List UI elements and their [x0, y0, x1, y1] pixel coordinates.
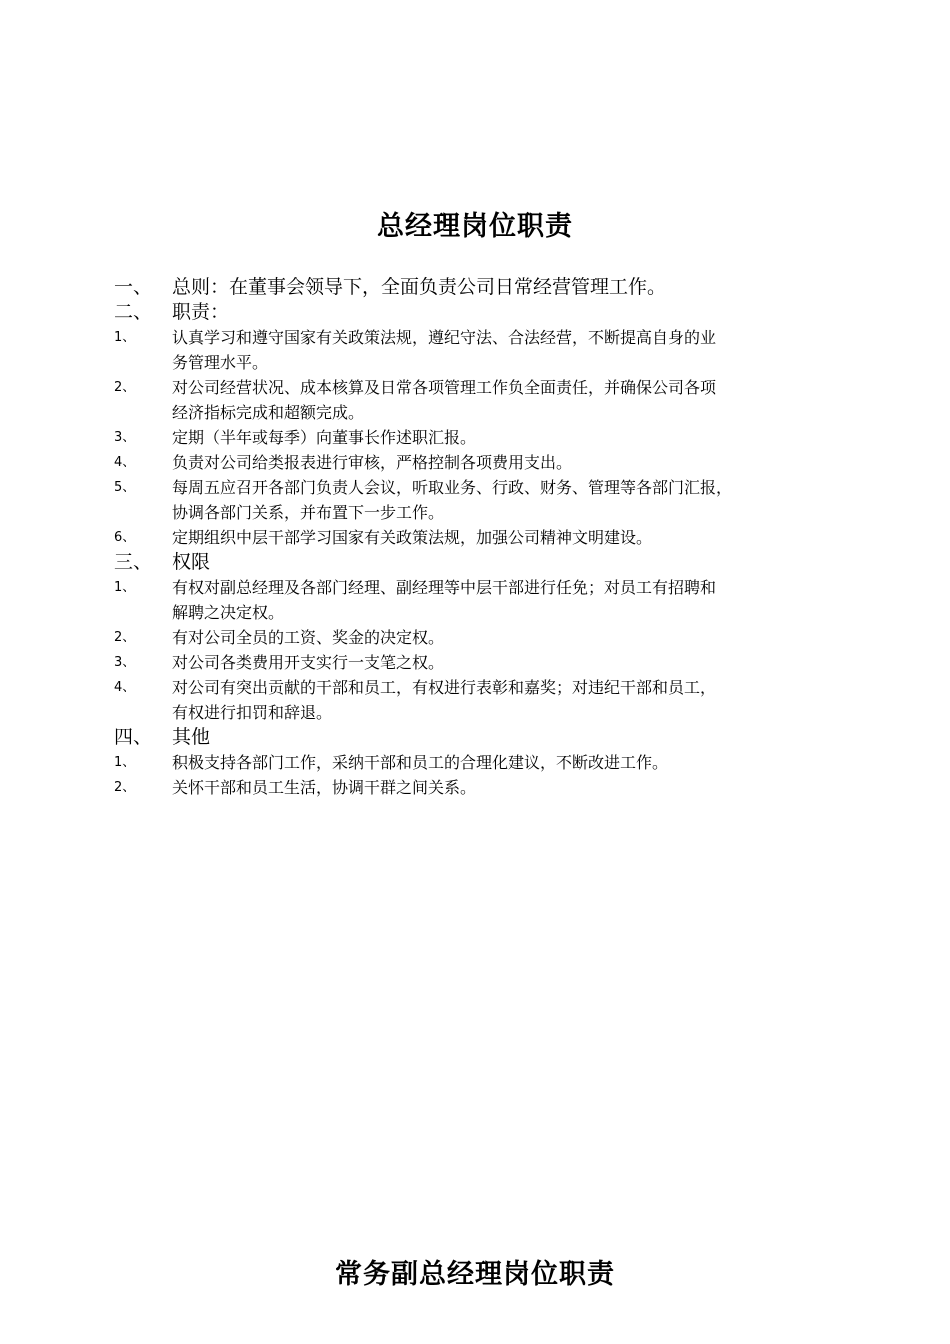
list-item	[114, 450, 854, 475]
item-line: 有权对副总经理及各部门经理、副经理等中层干部进行任免；对员工有招聘和	[172, 578, 717, 597]
section-heading	[114, 725, 854, 750]
next-page-title: 常务副总经理岗位职责	[335, 1259, 615, 1290]
list-item	[114, 475, 854, 525]
list-item	[114, 375, 854, 425]
item-text	[172, 425, 854, 450]
item-line: 定期组织中层干部学习国家有关政策法规，加强公司精神文明建设。	[172, 528, 653, 547]
list-item	[114, 575, 854, 625]
list-item	[114, 750, 854, 775]
item-number: 4、	[114, 455, 136, 470]
section-heading	[114, 550, 854, 575]
item-text	[172, 325, 854, 375]
item-number: 1、	[114, 330, 136, 345]
section-heading-text: 权限	[172, 551, 211, 573]
list-item	[114, 675, 854, 725]
section-heading-text: 其他	[172, 726, 211, 748]
item-line: 对公司有突出贡献的干部和员工，有权进行表彰和嘉奖；对违纪干部和员工，	[172, 678, 717, 697]
item-number: 2、	[114, 630, 136, 645]
item-line: 定期（半年或每季）向董事长作述职汇报。	[172, 428, 477, 447]
item-text	[172, 450, 854, 475]
item-line: 经济指标完成和超额完成。	[172, 403, 365, 422]
item-line: 关怀干部和员工生活，协调干群之间关系。	[172, 778, 477, 797]
list-item	[114, 325, 854, 375]
document-body	[114, 275, 854, 800]
item-number: 6、	[114, 530, 136, 545]
item-number: 1、	[114, 755, 136, 770]
item-line: 解聘之决定权。	[172, 603, 285, 622]
item-number: 3、	[114, 430, 136, 445]
item-number: 1、	[114, 580, 136, 595]
item-line: 对公司各类费用开支实行一支笔之权。	[172, 653, 445, 672]
item-line: 有对公司全员的工资、奖金的决定权。	[172, 628, 445, 647]
section-number: 三、	[114, 551, 153, 573]
section-heading	[114, 275, 854, 300]
item-number: 3、	[114, 655, 136, 670]
list-item	[114, 650, 854, 675]
item-line: 认真学习和遵守国家有关政策法规，遵纪守法、合法经营，不断提高自身的业	[172, 328, 717, 347]
item-line: 有权进行扣罚和辞退。	[172, 703, 333, 722]
item-text	[172, 575, 854, 625]
section-heading-text: 总则：在董事会领导下，全面负责公司日常经营管理工作。	[172, 276, 667, 298]
item-text	[172, 775, 854, 800]
list-item	[114, 775, 854, 800]
item-text	[172, 650, 854, 675]
item-line: 积极支持各部门工作，采纳干部和员工的合理化建议，不断改进工作。	[172, 753, 669, 772]
item-text	[172, 625, 854, 650]
item-number: 5、	[114, 480, 136, 495]
item-number: 2、	[114, 380, 136, 395]
section-number: 四、	[114, 726, 153, 748]
page-title: 总经理岗位职责	[377, 211, 573, 242]
section-number: 二、	[114, 301, 153, 323]
item-line: 负责对公司给类报表进行审核，严格控制各项费用支出。	[172, 453, 573, 472]
section-heading	[114, 300, 854, 325]
item-text	[172, 525, 854, 550]
item-text	[172, 475, 854, 525]
item-number: 2、	[114, 780, 136, 795]
item-line: 协调各部门关系，并布置下一步工作。	[172, 503, 445, 522]
list-item	[114, 625, 854, 650]
item-text	[172, 675, 854, 725]
item-text	[172, 750, 854, 775]
item-line: 每周五应召开各部门负责人会议，听取业务、行政、财务、管理等各部门汇报，	[172, 478, 733, 497]
item-number: 4、	[114, 680, 136, 695]
item-text	[172, 375, 854, 425]
list-item	[114, 425, 854, 450]
item-line: 对公司经营状况、成本核算及日常各项管理工作负全面责任，并确保公司各项	[172, 378, 717, 397]
section-heading-text: 职责：	[172, 301, 230, 323]
section-number: 一、	[114, 276, 153, 298]
item-line: 务管理水平。	[172, 353, 269, 372]
list-item	[114, 525, 854, 550]
